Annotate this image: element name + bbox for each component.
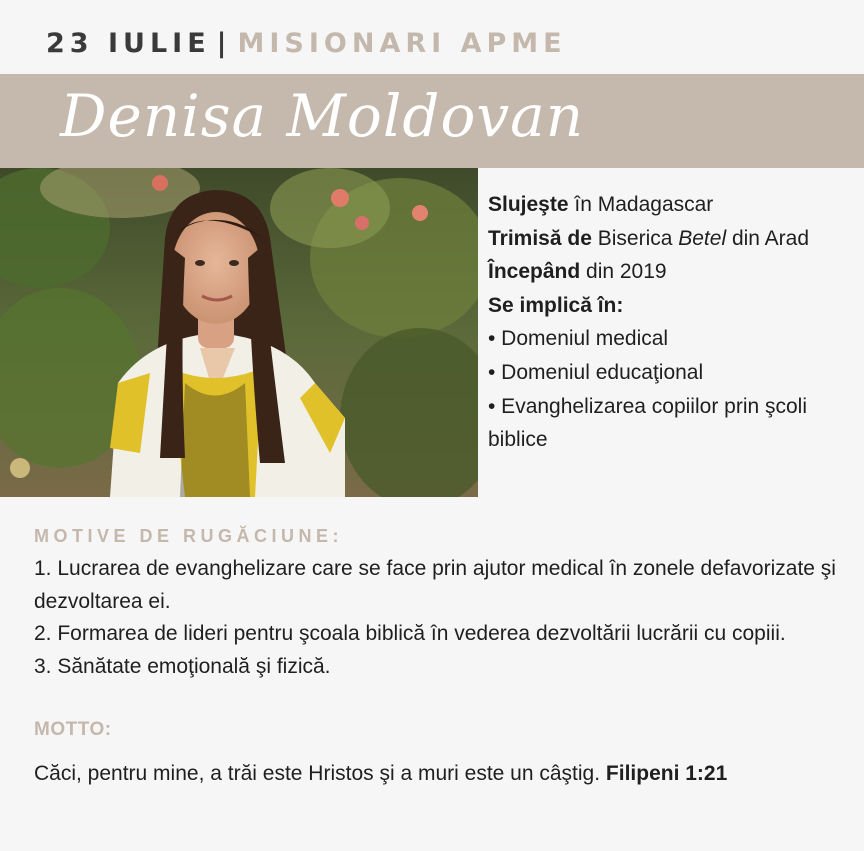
page-header <box>46 28 567 59</box>
header-separator: | <box>216 28 232 59</box>
serves-value: în Madagascar <box>568 193 714 216</box>
sent-label: Trimisă de <box>488 226 592 250</box>
serves-label: Slujeşte <box>488 193 569 216</box>
missionary-info <box>488 188 858 457</box>
motto-text <box>34 758 854 790</box>
prayer-item: 2. Formarea de lideri pentru şcoala biblică în vederea dezvoltării lucrării cu copiii. <box>34 622 786 645</box>
prayer-section-title: MOTIVE DE RUGĂCIUNE: <box>34 526 344 546</box>
involved-heading <box>488 289 858 323</box>
involvement-item: • Evanghelizarea copiilor prin şcoli biblice <box>488 394 808 452</box>
involvement-item: • Domeniul medical <box>488 327 669 351</box>
church-name: Betel <box>678 226 727 250</box>
involved-label: Se implică în: <box>488 293 624 317</box>
organization-label: MISIONARI APME <box>237 28 567 59</box>
motto-verse: Căci, pentru mine, a trăi este Hristos şi a muri este un câştig. <box>34 762 606 785</box>
prayer-item: 3. Sănătate emoţională şi fizică. <box>34 654 331 678</box>
missionary-photo <box>0 168 478 497</box>
date-label: 23 IULIE <box>46 28 211 59</box>
motto-reference: Filipeni 1:21 <box>605 762 728 785</box>
serves-line <box>488 188 858 222</box>
since-label: Începând <box>488 260 581 284</box>
name-banner <box>0 74 864 168</box>
motto-title: MOTTO: <box>34 719 112 740</box>
involvement-item: • Domeniul educaţional <box>488 360 704 384</box>
prayer-list <box>34 553 864 683</box>
sent-post: din Arad <box>726 226 810 250</box>
since-line <box>488 255 858 289</box>
prayer-item: 1. Lucrarea de evanghelizare care se face prin ajutor medical în zonele defavorizate şi dezvoltarea ei. <box>34 557 836 613</box>
since-value: din 2019 <box>580 260 667 284</box>
sent-line <box>488 222 858 256</box>
missionary-name: Denisa Moldovan <box>60 82 585 150</box>
sent-pre: Biserica <box>591 226 679 250</box>
